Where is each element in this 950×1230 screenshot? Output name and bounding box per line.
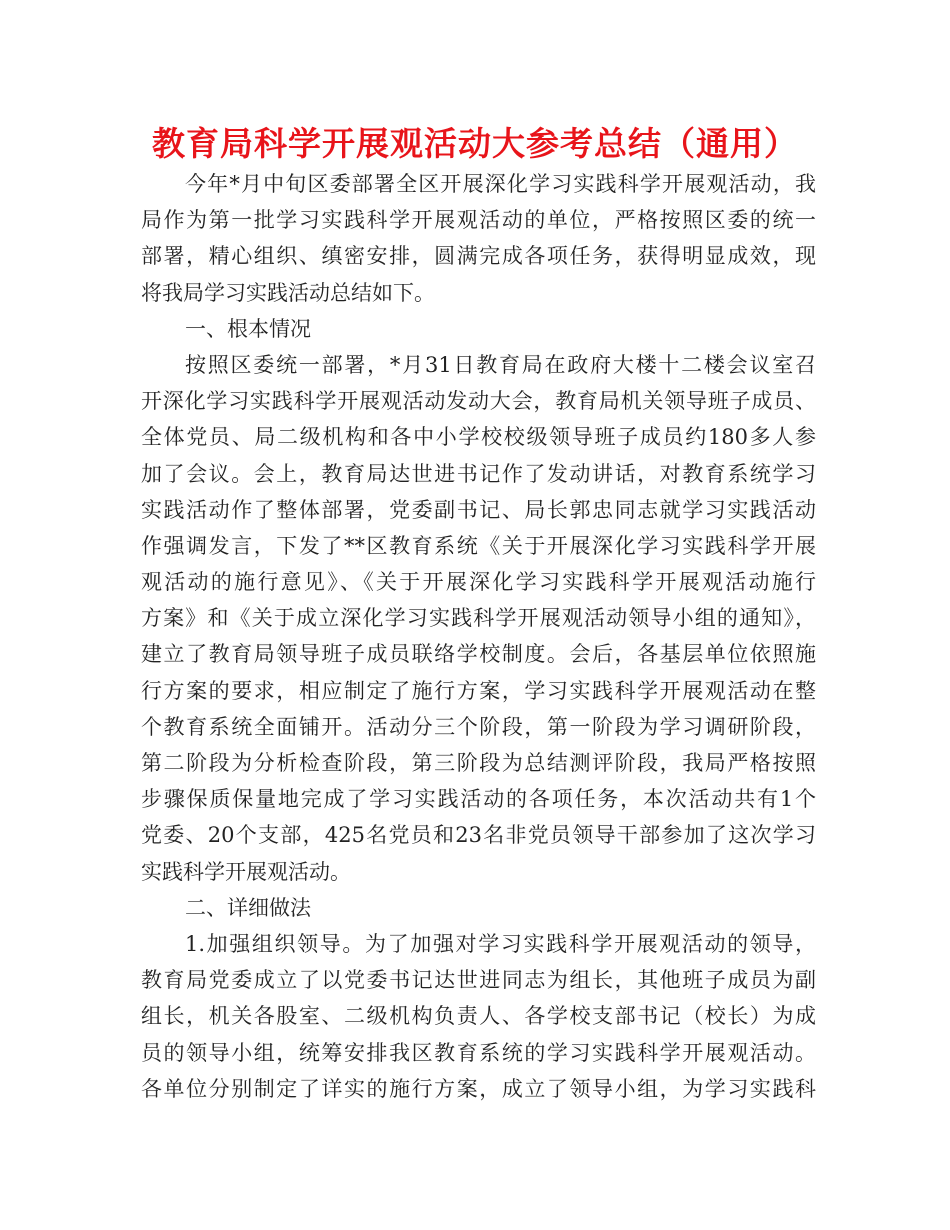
paragraph-line: 作强调发言，下发了**区教育系统《关于开展深化学习实践科学开展 — [141, 533, 816, 558]
section-heading: 二、详细做法 — [185, 895, 311, 920]
paragraph-line: 局作为第一批学习实践科学开展观活动的单位，严格按照区委的统一 — [141, 208, 816, 233]
paragraph-line: 员的领导小组，统筹安排我区教育系统的学习实践科学开展观活动。 — [141, 1040, 816, 1065]
paragraph-line: 各单位分别制定了详实的施行方案，成立了领导小组，为学习实践科 — [141, 1076, 816, 1101]
section-heading: 一、根本情况 — [185, 316, 311, 341]
paragraph-line: 实践科学开展观活动。 — [141, 859, 351, 884]
paragraph-line: 行方案的要求，相应制定了施行方案，学习实践科学开展观活动在整 — [141, 678, 816, 703]
paragraph-line: 开深化学习实践科学开展观活动发动大会，教育局机关领导班子成员、 — [141, 389, 816, 414]
paragraph-line: 教育局党委成立了以党委书记达世进同志为组长，其他班子成员为副 — [141, 968, 816, 993]
paragraph-line: 个教育系统全面铺开。活动分三个阶段，第一阶段为学习调研阶段， — [141, 714, 816, 739]
paragraph-line: 实践活动作了整体部署，党委副书记、局长郭忠同志就学习实践活动 — [141, 497, 816, 522]
paragraph-line: 建立了教育局领导班子成员联络学校制度。会后，各基层单位依照施 — [141, 642, 816, 667]
paragraph-line: 全体党员、局二级机构和各中小学校校级领导班子成员约180多人参 — [141, 425, 816, 450]
paragraph-line: 第二阶段为分析检查阶段，第三阶段为总结测评阶段，我局严格按照 — [141, 751, 816, 775]
paragraph-line: 组长，机关各股室、二级机构负责人、各学校支部书记（校长）为成 — [141, 1004, 816, 1029]
paragraph-line: 方案》和《关于成立深化学习实践科学开展观活动领导小组的通知》， — [141, 606, 816, 631]
document-body — [141, 166, 816, 1107]
paragraph-line: 党委、20个支部，425名党员和23名非党员领导干部参加了这次学习 — [141, 823, 816, 848]
paragraph-line: 观活动的施行意见》、《关于开展深化学习实践科学开展观活动施行 — [141, 570, 816, 595]
paragraph-line: 按照区委统一部署，*月31日教育局在政府大楼十二楼会议室召 — [185, 352, 816, 377]
paragraph-line: 今年*月中旬区委部署全区开展深化学习实践科学开展观活动，我 — [185, 172, 816, 196]
paragraph-line: 加了会议。会上，教育局达世进书记作了发动讲话，对教育系统学习 — [141, 461, 816, 486]
paragraph-line: 部署，精心组织、缜密安排，圆满完成各项任务，获得明显成效，现 — [141, 244, 816, 269]
paragraph-line: 1.加强组织领导。为了加强对学习实践科学开展观活动的领导， — [185, 931, 816, 956]
document-title: 教育局科学开展观活动大参考总结（通用） — [152, 124, 798, 163]
paragraph-line: 步骤保质保量地完成了学习实践活动的各项任务，本次活动共有1个 — [141, 787, 816, 812]
paragraph-line: 将我局学习实践活动总结如下。 — [141, 280, 435, 305]
